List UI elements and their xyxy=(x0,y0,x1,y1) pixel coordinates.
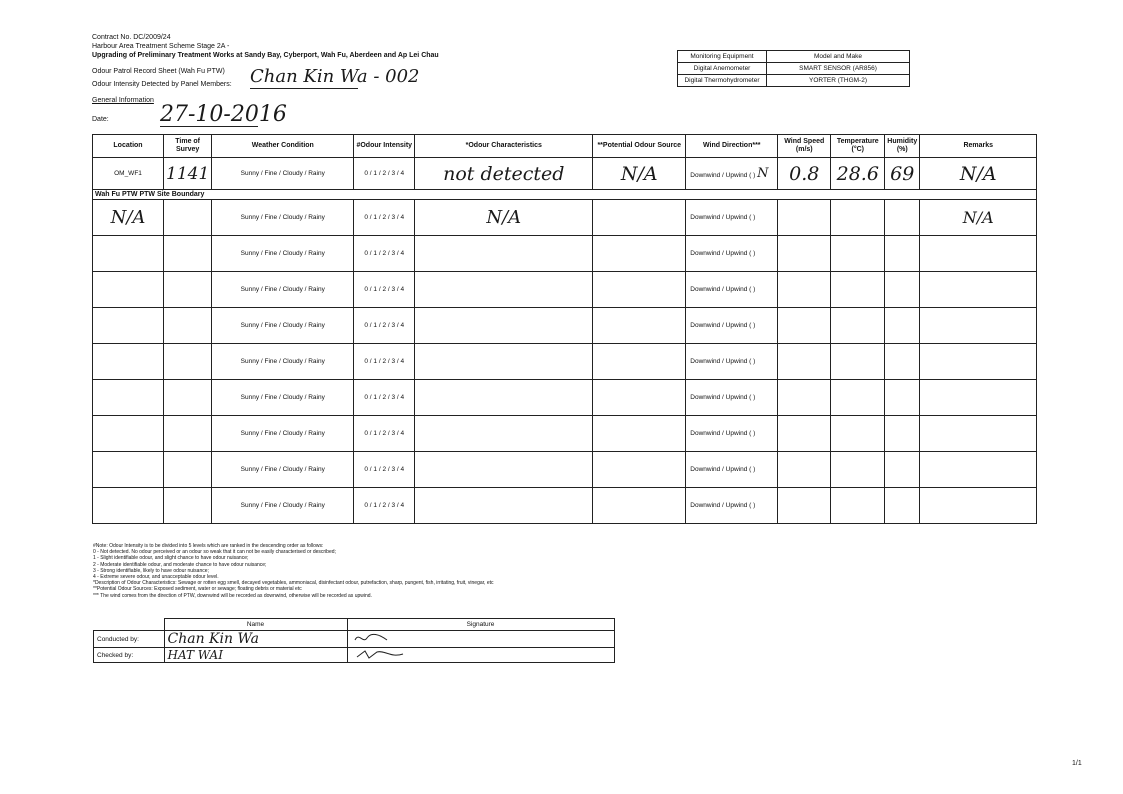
cell-remarks xyxy=(920,344,1037,380)
col-location: Location xyxy=(93,135,164,158)
col-source: **Potential Odour Source xyxy=(593,135,686,158)
conducted-name: Chan Kin Wa xyxy=(164,631,347,648)
cell-remarks xyxy=(920,380,1037,416)
cell-wind-direction: Downwind / Upwind ( ) xyxy=(686,488,778,524)
checked-signature xyxy=(347,648,614,663)
cell-source: N/A xyxy=(593,158,686,190)
cell-time xyxy=(164,200,212,236)
cell-wind-speed xyxy=(778,416,831,452)
note-line: #Note: Odour Intensity is to be divided into 5 levels which are ranked in the descending order as follows: xyxy=(93,543,324,549)
cell-characteristics: N/A xyxy=(415,200,593,236)
cell-temperature xyxy=(831,452,885,488)
cell-weather: Sunny / Fine / Cloudy / Rainy xyxy=(212,308,354,344)
cell-time xyxy=(164,344,212,380)
cell-temperature xyxy=(831,200,885,236)
project-title-line2: Upgrading of Preliminary Treatment Works at Sandy Bay, Cyberport, Wah Fu, Aberdeen and Ap Lei Chau xyxy=(92,52,439,59)
col-temperature: Temperature (°C) xyxy=(831,135,885,158)
equipment-header-equipment: Monitoring Equipment xyxy=(678,51,767,63)
col-characteristics: *Odour Characteristics xyxy=(415,135,593,158)
page-number: 1/1 xyxy=(1072,760,1082,767)
cell-location: OM_WF1 xyxy=(93,158,164,190)
cell-weather: Sunny / Fine / Cloudy / Rainy xyxy=(212,158,354,190)
cell-remarks: N/A xyxy=(920,158,1037,190)
cell-source xyxy=(593,200,686,236)
table-row xyxy=(93,416,1037,452)
table-row xyxy=(93,200,1037,236)
cell-characteristics xyxy=(415,236,593,272)
cell-remarks xyxy=(920,272,1037,308)
cell-location xyxy=(93,272,164,308)
cell-intensity: 0 / 1 / 2 / 3 / 4 xyxy=(354,488,415,524)
cell-location xyxy=(93,236,164,272)
cell-intensity: 0 / 1 / 2 / 3 / 4 xyxy=(354,272,415,308)
cell-location: N/A xyxy=(93,200,164,236)
cell-temperature xyxy=(831,380,885,416)
cell-humidity xyxy=(885,452,920,488)
cell-remarks xyxy=(920,416,1037,452)
cell-source xyxy=(593,488,686,524)
cell-remarks xyxy=(920,308,1037,344)
sheet-title: Odour Patrol Record Sheet (Wah Fu PTW) xyxy=(92,68,225,75)
cell-wind-direction: Downwind / Upwind ( ) xyxy=(686,452,778,488)
cell-temperature xyxy=(831,344,885,380)
cell-source xyxy=(593,236,686,272)
cell-time xyxy=(164,236,212,272)
table-row xyxy=(93,158,1037,190)
table-row xyxy=(93,308,1037,344)
sig-name-header: Name xyxy=(164,619,347,631)
cell-weather: Sunny / Fine / Cloudy / Rainy xyxy=(212,344,354,380)
cell-remarks xyxy=(920,488,1037,524)
cell-source xyxy=(593,380,686,416)
cell-humidity xyxy=(885,380,920,416)
cell-humidity xyxy=(885,272,920,308)
cell-source xyxy=(593,308,686,344)
col-wind-speed: Wind Speed (m/s) xyxy=(778,135,831,158)
odour-record-table xyxy=(92,134,1037,524)
cell-time xyxy=(164,452,212,488)
cell-wind-direction: Downwind / Upwind ( ) xyxy=(686,380,778,416)
cell-wind-speed xyxy=(778,344,831,380)
cell-weather: Sunny / Fine / Cloudy / Rainy xyxy=(212,488,354,524)
cell-wind-direction: Downwind / Upwind ( ) xyxy=(686,272,778,308)
cell-temperature xyxy=(831,308,885,344)
cell-characteristics xyxy=(415,380,593,416)
cell-source xyxy=(593,416,686,452)
table-header-row xyxy=(93,135,1037,158)
notes-block xyxy=(93,543,494,599)
members-value: Chan Kin Wa - 002 xyxy=(250,66,420,87)
table-row xyxy=(93,344,1037,380)
cell-time: 1141 xyxy=(164,158,212,190)
note-line: 1 - Slight identifiable odour, and slight chance to have odour nuisance; xyxy=(93,555,249,562)
col-time: Time of Survey xyxy=(164,135,212,158)
note-line: 2 - Moderate identifiable odour, and moderate chance to have odour nuisance; xyxy=(93,561,267,568)
cell-intensity: 0 / 1 / 2 / 3 / 4 xyxy=(354,380,415,416)
date-underline xyxy=(160,126,258,127)
section-label: Wah Fu PTW PTW Site Boundary xyxy=(93,190,1037,200)
cell-temperature xyxy=(831,416,885,452)
cell-time xyxy=(164,380,212,416)
cell-source xyxy=(593,344,686,380)
note-line: 3 - Strong identifiable, likely to have odour nuisance; xyxy=(93,567,209,574)
cell-location xyxy=(93,344,164,380)
cell-intensity: 0 / 1 / 2 / 3 / 4 xyxy=(354,416,415,452)
cell-wind-direction: Downwind / Upwind ( ) xyxy=(686,344,778,380)
cell-remarks: N/A xyxy=(920,200,1037,236)
cell-characteristics xyxy=(415,272,593,308)
cell-time xyxy=(164,488,212,524)
equipment-model: SMART SENSOR (AR856) xyxy=(767,63,910,75)
table-row xyxy=(93,236,1037,272)
cell-characteristics xyxy=(415,416,593,452)
cell-wind-speed: 0.8 xyxy=(778,158,831,190)
cell-weather: Sunny / Fine / Cloudy / Rainy xyxy=(212,380,354,416)
conducted-signature xyxy=(347,631,614,648)
contract-number: Contract No. DC/2009/24 xyxy=(92,34,171,41)
cell-wind-speed xyxy=(778,272,831,308)
cell-weather: Sunny / Fine / Cloudy / Rainy xyxy=(212,272,354,308)
members-underline xyxy=(250,88,358,89)
cell-remarks xyxy=(920,452,1037,488)
cell-source xyxy=(593,272,686,308)
table-row xyxy=(93,452,1037,488)
checked-signature-mark xyxy=(351,648,411,660)
cell-characteristics xyxy=(415,308,593,344)
cell-temperature xyxy=(831,272,885,308)
cell-intensity: 0 / 1 / 2 / 3 / 4 xyxy=(354,344,415,380)
checked-label: Checked by: xyxy=(94,648,165,663)
cell-humidity: 69 xyxy=(885,158,920,190)
cell-location xyxy=(93,380,164,416)
general-info-label: General Information xyxy=(92,97,154,104)
cell-characteristics xyxy=(415,344,593,380)
cell-wind-direction: Downwind / Upwind ( ) xyxy=(686,416,778,452)
cell-wind-speed xyxy=(778,452,831,488)
col-intensity: #Odour Intensity xyxy=(354,135,415,158)
members-label: Odour Intensity Detected by Panel Members: xyxy=(92,81,232,88)
cell-humidity xyxy=(885,416,920,452)
date-label: Date: xyxy=(92,116,109,123)
table-row xyxy=(93,380,1037,416)
cell-remarks xyxy=(920,236,1037,272)
cell-weather: Sunny / Fine / Cloudy / Rainy xyxy=(212,200,354,236)
cell-wind-direction: Downwind / Upwind ( ) xyxy=(686,308,778,344)
equipment-name: Digital Thermohydrometer xyxy=(678,75,767,87)
note-line: **Potential Odour Sources: Exposed sediment, water or sewage; floating debris or material etc xyxy=(93,586,302,593)
cell-wind-speed xyxy=(778,380,831,416)
cell-location xyxy=(93,416,164,452)
cell-wind-speed xyxy=(778,236,831,272)
cell-wind-direction: Downwind / Upwind ( ) xyxy=(686,200,778,236)
date-value: 27-10-2016 xyxy=(160,102,287,127)
cell-humidity xyxy=(885,236,920,272)
cell-source xyxy=(593,452,686,488)
col-humidity: Humidity (%) xyxy=(885,135,920,158)
cell-temperature xyxy=(831,488,885,524)
cell-intensity: 0 / 1 / 2 / 3 / 4 xyxy=(354,158,415,190)
note-line: *Description of Odour Characteristics: Sewage or rotten egg smell, decayed vegetables, ammoniacal, disinfectant odour, putrefaction, sharp, pungent, fish, irritating, fruit, vinegar, etc xyxy=(93,580,494,587)
equipment-model: YORTER (THGM-2) xyxy=(767,75,910,87)
note-line: 4 - Extreme severe odour, and unacceptable odour level. xyxy=(93,574,219,581)
equipment-header-model: Model and Make xyxy=(767,51,910,63)
section-row xyxy=(93,190,1037,200)
cell-time xyxy=(164,416,212,452)
cell-wind-direction: Downwind / Upwind ( ) xyxy=(686,236,778,272)
cell-location xyxy=(93,452,164,488)
cell-intensity: 0 / 1 / 2 / 3 / 4 xyxy=(354,452,415,488)
cell-characteristics xyxy=(415,452,593,488)
cell-intensity: 0 / 1 / 2 / 3 / 4 xyxy=(354,236,415,272)
signature-table xyxy=(93,618,615,663)
cell-wind-speed xyxy=(778,488,831,524)
cell-weather: Sunny / Fine / Cloudy / Rainy xyxy=(212,416,354,452)
equipment-table xyxy=(677,50,910,87)
checked-name: HAT WAI xyxy=(164,648,347,663)
table-row xyxy=(93,272,1037,308)
equipment-name: Digital Anemometer xyxy=(678,63,767,75)
cell-humidity xyxy=(885,200,920,236)
cell-temperature: 28.6 xyxy=(831,158,885,190)
cell-wind-speed xyxy=(778,200,831,236)
cell-weather: Sunny / Fine / Cloudy / Rainy xyxy=(212,452,354,488)
col-weather: Weather Condition xyxy=(212,135,354,158)
conducted-label: Conducted by: xyxy=(94,631,165,648)
conducted-signature-mark xyxy=(351,632,391,644)
cell-intensity: 0 / 1 / 2 / 3 / 4 xyxy=(354,308,415,344)
col-remarks: Remarks xyxy=(920,135,1037,158)
note-line: *** The wind comes from the direction of PTW, downwind will be recorded as downwind, otherwise will be recorded as upwind. xyxy=(93,592,372,599)
note-line: 0 - Not detected. No odour perceived or an odour so weak that it can not be easily characterised or described; xyxy=(93,549,336,556)
cell-humidity xyxy=(885,344,920,380)
cell-intensity: 0 / 1 / 2 / 3 / 4 xyxy=(354,200,415,236)
cell-humidity xyxy=(885,308,920,344)
cell-location xyxy=(93,308,164,344)
wind-direction-note: N xyxy=(757,166,769,181)
cell-time xyxy=(164,308,212,344)
cell-wind-speed xyxy=(778,308,831,344)
sig-signature-header: Signature xyxy=(347,619,614,631)
cell-time xyxy=(164,272,212,308)
cell-humidity xyxy=(885,488,920,524)
col-wind-direction: Wind Direction*** xyxy=(686,135,778,158)
cell-wind-direction xyxy=(686,158,778,190)
cell-characteristics xyxy=(415,488,593,524)
table-row xyxy=(93,488,1037,524)
cell-weather: Sunny / Fine / Cloudy / Rainy xyxy=(212,236,354,272)
cell-characteristics: not detected xyxy=(415,158,593,190)
project-title-line1: Harbour Area Treatment Scheme Stage 2A - xyxy=(92,43,230,50)
wind-direction-options: Downwind / Upwind ( ) xyxy=(690,172,756,179)
cell-temperature xyxy=(831,236,885,272)
cell-location xyxy=(93,488,164,524)
